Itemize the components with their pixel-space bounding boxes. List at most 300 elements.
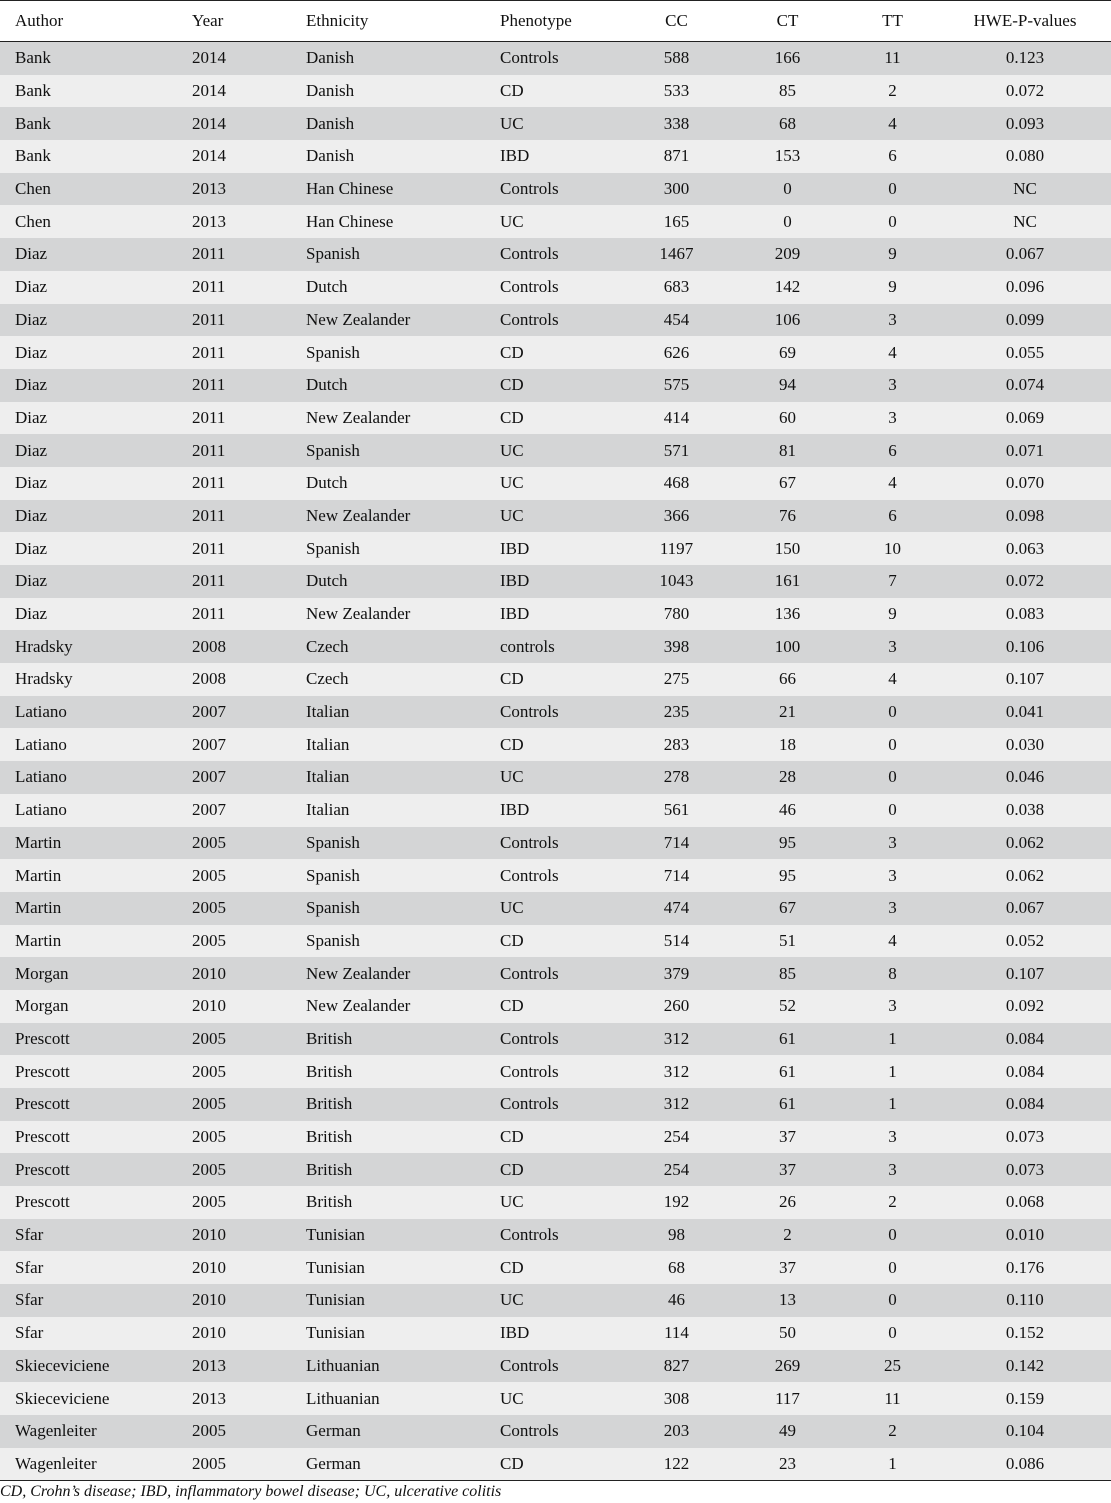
cell-cc: 46 [624,1284,729,1317]
cell-author: Latiano [0,761,192,794]
cell-phenotype: Controls [500,1088,624,1121]
cell-ct: 95 [729,827,846,860]
cell-year: 2010 [192,990,306,1023]
cell-hwe-p-value: 0.084 [939,1023,1111,1056]
cell-author: Hradsky [0,630,192,663]
cell-cc: 454 [624,304,729,337]
cell-year: 2007 [192,761,306,794]
header-hwe-p-values: HWE-P-values [939,1,1111,42]
cell-author: Chen [0,205,192,238]
table-row [0,107,1111,140]
cell-phenotype: UC [500,761,624,794]
cell-phenotype: UC [500,1284,624,1317]
cell-ethnicity: New Zealander [306,990,500,1023]
table-row [0,500,1111,533]
cell-phenotype: UC [500,205,624,238]
table-row [0,304,1111,337]
table-row [0,598,1111,631]
cell-tt: 1 [846,1088,939,1121]
cell-ethnicity: Tunisian [306,1284,500,1317]
table-row [0,205,1111,238]
cell-ct: 46 [729,794,846,827]
table-row [0,892,1111,925]
cell-cc: 308 [624,1382,729,1415]
cell-phenotype: controls [500,630,624,663]
cell-cc: 312 [624,1023,729,1056]
cell-ct: 67 [729,892,846,925]
cell-tt: 3 [846,859,939,892]
table-row [0,467,1111,500]
cell-ethnicity: British [306,1186,500,1219]
cell-ct: 76 [729,500,846,533]
cell-author: Skieceviciene [0,1350,192,1383]
cell-tt: 11 [846,1382,939,1415]
cell-phenotype: Controls [500,1055,624,1088]
cell-author: Wagenleiter [0,1415,192,1448]
cell-tt: 0 [846,1284,939,1317]
table-row [0,1055,1111,1088]
cell-phenotype: Controls [500,304,624,337]
table-row [0,1284,1111,1317]
cell-author: Martin [0,925,192,958]
cell-ethnicity: Danish [306,140,500,173]
cell-year: 2013 [192,173,306,206]
cell-tt: 3 [846,892,939,925]
cell-cc: 68 [624,1251,729,1284]
cell-year: 2007 [192,794,306,827]
cell-cc: 338 [624,107,729,140]
cell-tt: 6 [846,140,939,173]
cell-phenotype: CD [500,990,624,1023]
cell-ct: 0 [729,205,846,238]
cell-tt: 3 [846,369,939,402]
cell-ct: 117 [729,1382,846,1415]
cell-cc: 626 [624,336,729,369]
cell-ct: 61 [729,1023,846,1056]
table-row [0,238,1111,271]
cell-year: 2010 [192,1317,306,1350]
cell-tt: 0 [846,794,939,827]
cell-ethnicity: Tunisian [306,1317,500,1350]
cell-ct: 37 [729,1153,846,1186]
cell-author: Diaz [0,238,192,271]
cell-cc: 122 [624,1448,729,1481]
cell-tt: 3 [846,1121,939,1154]
cell-hwe-p-value: NC [939,173,1111,206]
cell-year: 2008 [192,630,306,663]
cell-hwe-p-value: 0.080 [939,140,1111,173]
cell-author: Sfar [0,1251,192,1284]
cell-ethnicity: Danish [306,107,500,140]
cell-phenotype: IBD [500,565,624,598]
cell-hwe-p-value: 0.062 [939,827,1111,860]
cell-ct: 94 [729,369,846,402]
table-row [0,1251,1111,1284]
cell-cc: 300 [624,173,729,206]
cell-author: Diaz [0,304,192,337]
cell-cc: 379 [624,957,729,990]
cell-ct: 66 [729,663,846,696]
cell-ethnicity: Dutch [306,467,500,500]
cell-ct: 21 [729,696,846,729]
cell-phenotype: IBD [500,140,624,173]
cell-phenotype: Controls [500,1350,624,1383]
cell-year: 2005 [192,859,306,892]
cell-author: Diaz [0,598,192,631]
cell-tt: 4 [846,107,939,140]
cell-phenotype: CD [500,402,624,435]
table-row [0,728,1111,761]
cell-hwe-p-value: 0.074 [939,369,1111,402]
cell-cc: 114 [624,1317,729,1350]
cell-ethnicity: Danish [306,42,500,75]
cell-year: 2014 [192,140,306,173]
table-row [0,1121,1111,1154]
cell-ethnicity: British [306,1153,500,1186]
cell-ct: 142 [729,271,846,304]
cell-tt: 0 [846,205,939,238]
cell-hwe-p-value: 0.142 [939,1350,1111,1383]
cell-ethnicity: New Zealander [306,957,500,990]
cell-cc: 192 [624,1186,729,1219]
cell-ethnicity: Han Chinese [306,173,500,206]
cell-phenotype: CD [500,1121,624,1154]
cell-hwe-p-value: 0.055 [939,336,1111,369]
cell-phenotype: Controls [500,1023,624,1056]
header-row [0,1,1111,42]
cell-year: 2011 [192,467,306,500]
cell-author: Sfar [0,1219,192,1252]
cell-ethnicity: German [306,1415,500,1448]
cell-ct: 18 [729,728,846,761]
cell-hwe-p-value: 0.159 [939,1382,1111,1415]
table-row [0,1186,1111,1219]
cell-author: Martin [0,827,192,860]
cell-phenotype: UC [500,892,624,925]
cell-ct: 37 [729,1121,846,1154]
table-row [0,336,1111,369]
cell-cc: 533 [624,75,729,108]
cell-year: 2010 [192,1219,306,1252]
cell-year: 2011 [192,402,306,435]
cell-ethnicity: Italian [306,794,500,827]
cell-hwe-p-value: 0.072 [939,75,1111,108]
cell-ct: 0 [729,173,846,206]
cell-ethnicity: Spanish [306,827,500,860]
cell-tt: 25 [846,1350,939,1383]
cell-year: 2011 [192,304,306,337]
header-phenotype: Phenotype [500,1,624,42]
cell-year: 2014 [192,42,306,75]
cell-year: 2007 [192,696,306,729]
table-row [0,140,1111,173]
cell-cc: 474 [624,892,729,925]
cell-ethnicity: British [306,1088,500,1121]
cell-year: 2005 [192,1153,306,1186]
table-row [0,42,1111,75]
cell-tt: 9 [846,238,939,271]
cell-cc: 1467 [624,238,729,271]
cell-phenotype: CD [500,369,624,402]
cell-phenotype: IBD [500,794,624,827]
table-row [0,271,1111,304]
cell-phenotype: CD [500,728,624,761]
cell-year: 2005 [192,1121,306,1154]
cell-hwe-p-value: 0.073 [939,1153,1111,1186]
cell-hwe-p-value: 0.010 [939,1219,1111,1252]
cell-year: 2010 [192,957,306,990]
cell-cc: 827 [624,1350,729,1383]
cell-ct: 106 [729,304,846,337]
cell-tt: 3 [846,304,939,337]
header-tt: TT [846,1,939,42]
table-body [0,42,1111,1481]
cell-phenotype: CD [500,663,624,696]
cell-tt: 0 [846,696,939,729]
cell-tt: 9 [846,271,939,304]
cell-ct: 26 [729,1186,846,1219]
cell-hwe-p-value: 0.092 [939,990,1111,1023]
cell-tt: 4 [846,663,939,696]
cell-tt: 0 [846,1317,939,1350]
cell-tt: 0 [846,1219,939,1252]
cell-author: Prescott [0,1055,192,1088]
cell-tt: 3 [846,630,939,663]
cell-author: Diaz [0,532,192,565]
cell-ethnicity: Tunisian [306,1251,500,1284]
cell-ethnicity: New Zealander [306,402,500,435]
cell-tt: 11 [846,42,939,75]
table-row [0,173,1111,206]
cell-ethnicity: Dutch [306,271,500,304]
cell-author: Sfar [0,1284,192,1317]
cell-ethnicity: Spanish [306,859,500,892]
cell-phenotype: IBD [500,532,624,565]
cell-tt: 0 [846,761,939,794]
cell-year: 2011 [192,598,306,631]
cell-hwe-p-value: 0.071 [939,434,1111,467]
cell-phenotype: Controls [500,827,624,860]
cell-hwe-p-value: 0.106 [939,630,1111,663]
table-row [0,532,1111,565]
cell-tt: 7 [846,565,939,598]
table-row [0,75,1111,108]
cell-cc: 1043 [624,565,729,598]
cell-year: 2014 [192,75,306,108]
cell-ethnicity: Spanish [306,434,500,467]
cell-author: Bank [0,107,192,140]
cell-hwe-p-value: 0.093 [939,107,1111,140]
cell-year: 2005 [192,1186,306,1219]
cell-hwe-p-value: 0.096 [939,271,1111,304]
cell-phenotype: UC [500,1186,624,1219]
cell-phenotype: UC [500,467,624,500]
cell-cc: 165 [624,205,729,238]
cell-hwe-p-value: 0.046 [939,761,1111,794]
cell-ct: 85 [729,75,846,108]
cell-ethnicity: Danish [306,75,500,108]
cell-year: 2010 [192,1251,306,1284]
cell-author: Diaz [0,500,192,533]
cell-author: Prescott [0,1088,192,1121]
cell-author: Prescott [0,1153,192,1186]
cell-phenotype: Controls [500,173,624,206]
cell-hwe-p-value: 0.062 [939,859,1111,892]
cell-ct: 153 [729,140,846,173]
cell-hwe-p-value: 0.067 [939,892,1111,925]
table-row [0,369,1111,402]
cell-year: 2011 [192,532,306,565]
cell-ct: 67 [729,467,846,500]
cell-cc: 683 [624,271,729,304]
cell-ethnicity: Lithuanian [306,1350,500,1383]
cell-hwe-p-value: 0.086 [939,1448,1111,1481]
cell-ethnicity: British [306,1023,500,1056]
cell-hwe-p-value: 0.030 [939,728,1111,761]
cell-cc: 283 [624,728,729,761]
cell-hwe-p-value: 0.176 [939,1251,1111,1284]
table-row [0,1350,1111,1383]
cell-ct: 23 [729,1448,846,1481]
cell-tt: 3 [846,1153,939,1186]
cell-year: 2005 [192,1088,306,1121]
cell-phenotype: CD [500,336,624,369]
cell-tt: 2 [846,1186,939,1219]
cell-tt: 3 [846,402,939,435]
cell-ct: 209 [729,238,846,271]
table-footnote: CD, Crohn’s disease; IBD, inflammatory bowel disease; UC, ulcerative colitis [0,1483,502,1500]
cell-ethnicity: Italian [306,696,500,729]
cell-hwe-p-value: NC [939,205,1111,238]
table-row [0,990,1111,1023]
cell-phenotype: IBD [500,1317,624,1350]
cell-ethnicity: Tunisian [306,1219,500,1252]
cell-ct: 69 [729,336,846,369]
cell-cc: 468 [624,467,729,500]
cell-author: Diaz [0,467,192,500]
cell-year: 2008 [192,663,306,696]
cell-phenotype: CD [500,925,624,958]
cell-tt: 4 [846,925,939,958]
cell-cc: 714 [624,827,729,860]
cell-author: Skieceviciene [0,1382,192,1415]
cell-ct: 60 [729,402,846,435]
table-row [0,1382,1111,1415]
table-row [0,663,1111,696]
table-row [0,957,1111,990]
cell-ct: 81 [729,434,846,467]
cell-hwe-p-value: 0.063 [939,532,1111,565]
cell-phenotype: UC [500,434,624,467]
cell-author: Morgan [0,990,192,1023]
cell-year: 2005 [192,1415,306,1448]
cell-author: Prescott [0,1186,192,1219]
cell-author: Diaz [0,271,192,304]
cell-ct: 136 [729,598,846,631]
cell-hwe-p-value: 0.083 [939,598,1111,631]
cell-phenotype: IBD [500,598,624,631]
cell-author: Latiano [0,696,192,729]
cell-tt: 2 [846,1415,939,1448]
cell-cc: 312 [624,1088,729,1121]
cell-year: 2013 [192,1350,306,1383]
cell-year: 2011 [192,238,306,271]
table-row [0,761,1111,794]
cell-tt: 8 [846,957,939,990]
cell-year: 2013 [192,1382,306,1415]
cell-hwe-p-value: 0.084 [939,1055,1111,1088]
cell-tt: 10 [846,532,939,565]
table-row [0,434,1111,467]
table-row [0,630,1111,663]
cell-author: Prescott [0,1023,192,1056]
cell-year: 2011 [192,336,306,369]
cell-phenotype: Controls [500,859,624,892]
cell-phenotype: CD [500,1153,624,1186]
cell-year: 2005 [192,827,306,860]
cell-ct: 2 [729,1219,846,1252]
cell-author: Diaz [0,434,192,467]
cell-ct: 95 [729,859,846,892]
cell-ct: 61 [729,1055,846,1088]
cell-phenotype: UC [500,1382,624,1415]
cell-ethnicity: Italian [306,761,500,794]
cell-ct: 13 [729,1284,846,1317]
cell-ct: 61 [729,1088,846,1121]
cell-cc: 1197 [624,532,729,565]
cell-ct: 68 [729,107,846,140]
cell-ethnicity: Dutch [306,565,500,598]
cell-hwe-p-value: 0.072 [939,565,1111,598]
cell-phenotype: Controls [500,42,624,75]
cell-cc: 312 [624,1055,729,1088]
cell-ct: 52 [729,990,846,1023]
cell-ethnicity: Spanish [306,925,500,958]
cell-year: 2011 [192,500,306,533]
cell-ethnicity: New Zealander [306,598,500,631]
cell-ethnicity: Spanish [306,892,500,925]
cell-author: Latiano [0,794,192,827]
cell-ethnicity: Han Chinese [306,205,500,238]
cell-cc: 780 [624,598,729,631]
cell-ct: 150 [729,532,846,565]
cell-ethnicity: British [306,1055,500,1088]
cell-phenotype: Controls [500,238,624,271]
table-row [0,1448,1111,1481]
cell-year: 2011 [192,271,306,304]
cell-phenotype: UC [500,107,624,140]
cell-ct: 37 [729,1251,846,1284]
cell-hwe-p-value: 0.073 [939,1121,1111,1154]
cell-tt: 1 [846,1055,939,1088]
cell-cc: 203 [624,1415,729,1448]
cell-ethnicity: British [306,1121,500,1154]
table-row [0,696,1111,729]
cell-hwe-p-value: 0.107 [939,663,1111,696]
cell-author: Bank [0,140,192,173]
cell-tt: 9 [846,598,939,631]
cell-cc: 561 [624,794,729,827]
cell-hwe-p-value: 0.069 [939,402,1111,435]
cell-ct: 166 [729,42,846,75]
cell-author: Diaz [0,369,192,402]
cell-ethnicity: Spanish [306,238,500,271]
cell-tt: 6 [846,500,939,533]
cell-cc: 235 [624,696,729,729]
header-cc: CC [624,1,729,42]
cell-cc: 275 [624,663,729,696]
cell-year: 2013 [192,205,306,238]
